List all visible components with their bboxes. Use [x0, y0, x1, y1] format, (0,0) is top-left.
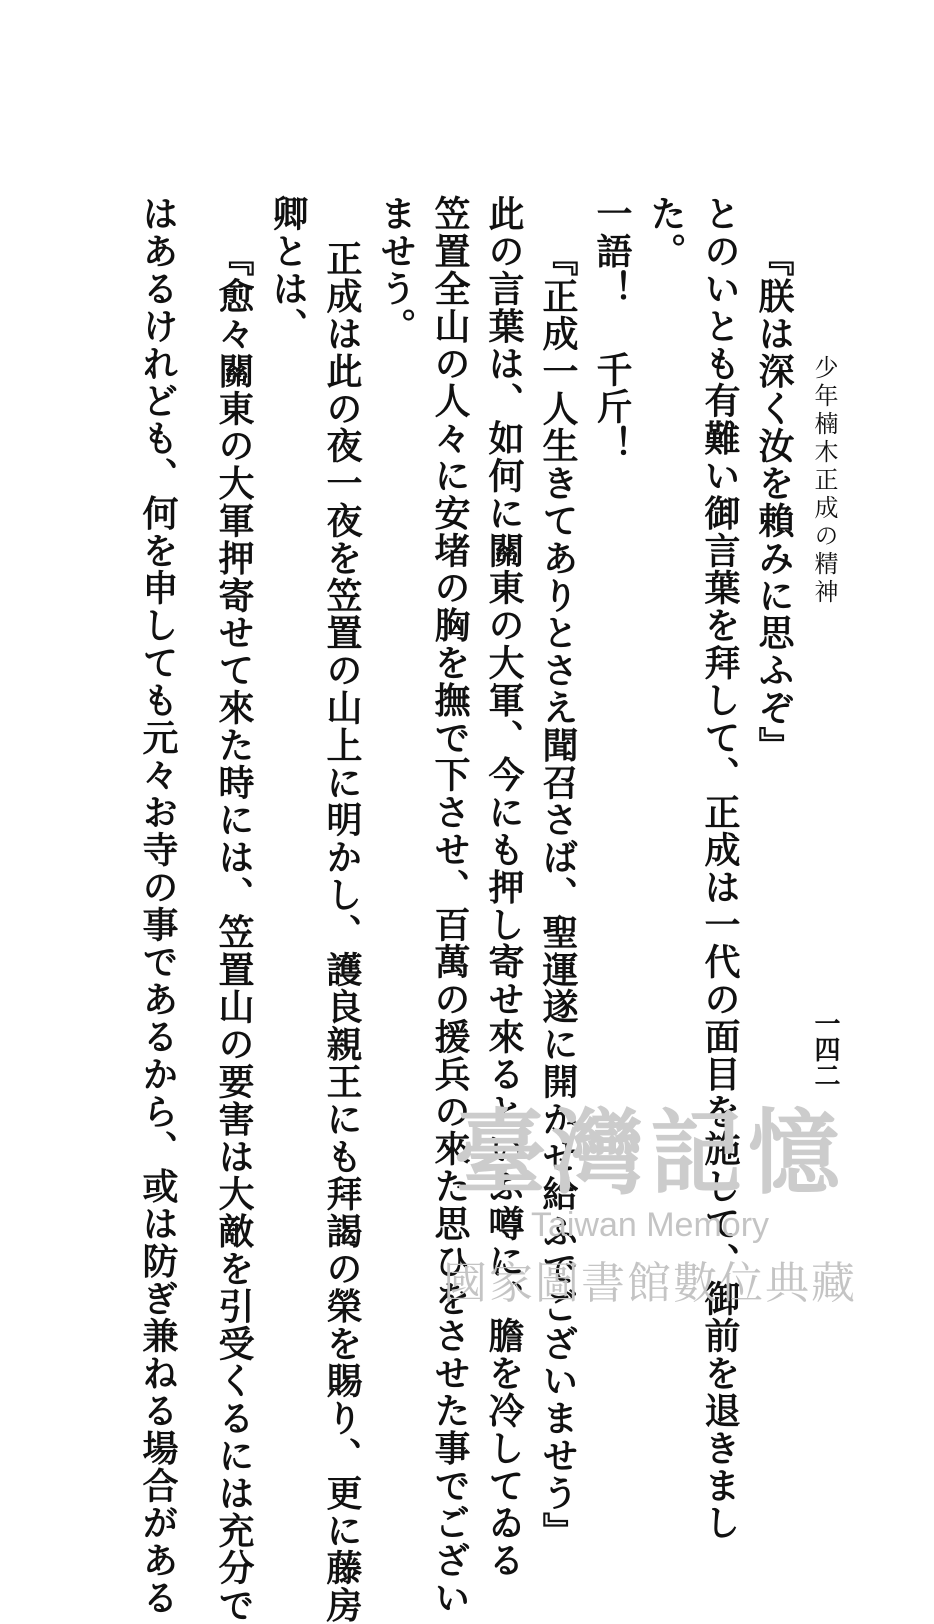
text-line: はあるけれども、何を申しても元々お寺の事であるから、或は防ぎ兼ねる場合がある — [137, 195, 179, 1617]
text-line: 『朕は深く汝を賴みに思ふぞ』 — [753, 240, 795, 764]
text-line: 卿とは、 — [267, 195, 309, 345]
watermark-chinese-title: 臺灣記憶 — [453, 1099, 846, 1207]
watermark-english-title: Taiwan Memory — [530, 1206, 770, 1244]
text-line: 『正成一人生きてありとさえ聞召さば、聖運遂に開かせ給ふでございませう』 — [537, 240, 579, 1549]
text-line: 正成は此の夜一夜を笠置の山上に明かし、護良親王にも拜謁の榮を賜り、更に藤房 — [321, 240, 363, 1624]
running-title: 少年楠木正成の精神 — [810, 355, 838, 607]
watermark-institution: 國家圖書館數位典藏 — [443, 1258, 857, 1309]
text-line: た。 — [645, 195, 687, 270]
text-line: 笠置全山の人々に安堵の胸を撫で下させ、百萬の援兵の來た思ひをさせた事でござい — [429, 195, 471, 1617]
text-line: 『愈々關東の大軍押寄せて來た時には、笠置山の要害は大敵を引受くるには充分で — [213, 240, 255, 1624]
text-line: ませう。 — [375, 195, 417, 345]
text-line: とのいとも有難い御言葉を拜して、正成は一代の面目を施して、御前を退きまし — [699, 195, 741, 1542]
text-line: 此の言葉は、如何に關東の大軍、今にも押し寄せ來るといふ噂に、膽を冷してゐる — [483, 195, 525, 1579]
taiwan-memory-watermark — [410, 1080, 890, 1320]
page-number: 一四二 — [810, 1010, 840, 1088]
text-line: 一語！ 千斤！ — [591, 195, 633, 463]
